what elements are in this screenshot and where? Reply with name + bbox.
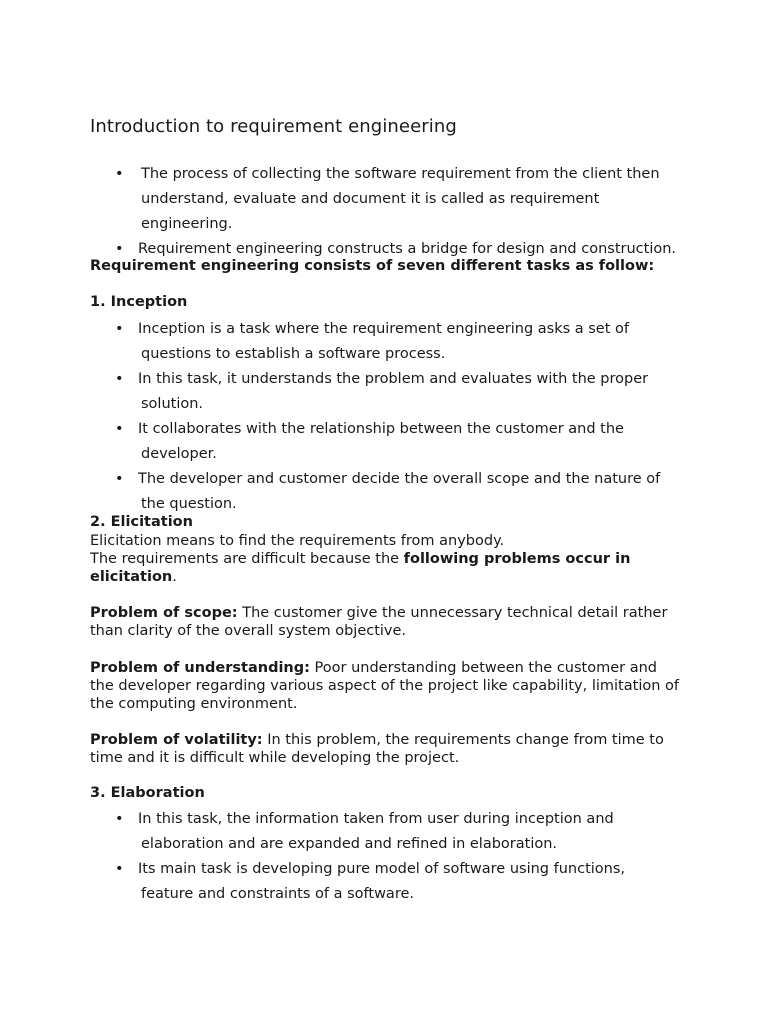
list-item	[90, 317, 690, 367]
problem-label: Problem of scope:	[90, 605, 238, 621]
elicitation-paragraph	[90, 532, 680, 586]
list-item-line: developer.	[141, 446, 217, 462]
problem-text: The customer give the unnecessary technical detail rather than clarity of the overall system objective.	[90, 605, 668, 639]
problem-scope-paragraph	[90, 604, 680, 640]
elaboration-heading: 3. Elaboration	[90, 785, 205, 801]
list-item	[90, 857, 690, 907]
list-item	[90, 367, 690, 417]
problem-understanding-paragraph	[90, 659, 680, 713]
list-item-line: • Requirement engineering constructs a bridge for design and construction.	[138, 241, 677, 257]
intro-bullet-list	[90, 162, 690, 262]
list-item-line: • Inception is a task where the requirement engineering asks a set of	[138, 321, 630, 337]
list-item-line: • The developer and customer decide the overall scope and the nature of	[138, 471, 661, 487]
problem-label: Problem of understanding:	[90, 660, 310, 676]
elicitation-line-2-emphasis: following problems occur in elicitation	[90, 551, 631, 585]
list-item-line: elaboration and are expanded and refined in elaboration.	[141, 836, 558, 852]
inception-heading: 1. Inception	[90, 294, 188, 310]
problem-text: In this problem, the requirements change from time to time and it is difficult while developing the project.	[90, 732, 664, 766]
list-item-line: • Its main task is developing pure model of software using functions,	[138, 861, 626, 877]
page-title: Introduction to requirement engineering	[90, 116, 457, 137]
list-item-line: • In this task, it understands the problem and evaluates with the proper	[138, 371, 649, 387]
tasks-intro-heading: Requirement engineering consists of seven different tasks as follow:	[90, 258, 655, 274]
list-item	[90, 807, 690, 857]
problem-text: Poor understanding between the customer and the developer regarding various aspect of the project like capability, limitation of the computing environment.	[90, 660, 679, 712]
list-item-line: feature and constraints of a software.	[141, 886, 414, 902]
elicitation-line-1: Elicitation means to find the requirements from anybody.	[90, 533, 505, 549]
list-item-line: engineering.	[141, 216, 233, 232]
list-item	[90, 162, 690, 237]
list-item-line: • It collaborates with the relationship between the customer and the	[138, 421, 624, 437]
list-item-line: solution.	[141, 396, 204, 412]
list-item-line: • The process of collecting the software requirement from the client then	[141, 166, 660, 182]
elaboration-bullet-list	[90, 807, 690, 907]
list-item-line: the question.	[141, 496, 237, 512]
elicitation-heading: 2. Elicitation	[90, 514, 193, 530]
list-item-line: understand, evaluate and document it is called as requirement	[141, 191, 600, 207]
problem-label: Problem of volatility:	[90, 732, 263, 748]
elicitation-line-2-end: .	[172, 569, 177, 585]
list-item-line: questions to establish a software process.	[141, 346, 446, 362]
elicitation-line-2-text: The requirements are difficult because the	[90, 551, 404, 567]
inception-bullet-list	[90, 317, 690, 517]
problem-volatility-paragraph	[90, 731, 680, 767]
list-item	[90, 467, 690, 517]
list-item	[90, 417, 690, 467]
list-item-line: • In this task, the information taken from user during inception and	[138, 811, 614, 827]
